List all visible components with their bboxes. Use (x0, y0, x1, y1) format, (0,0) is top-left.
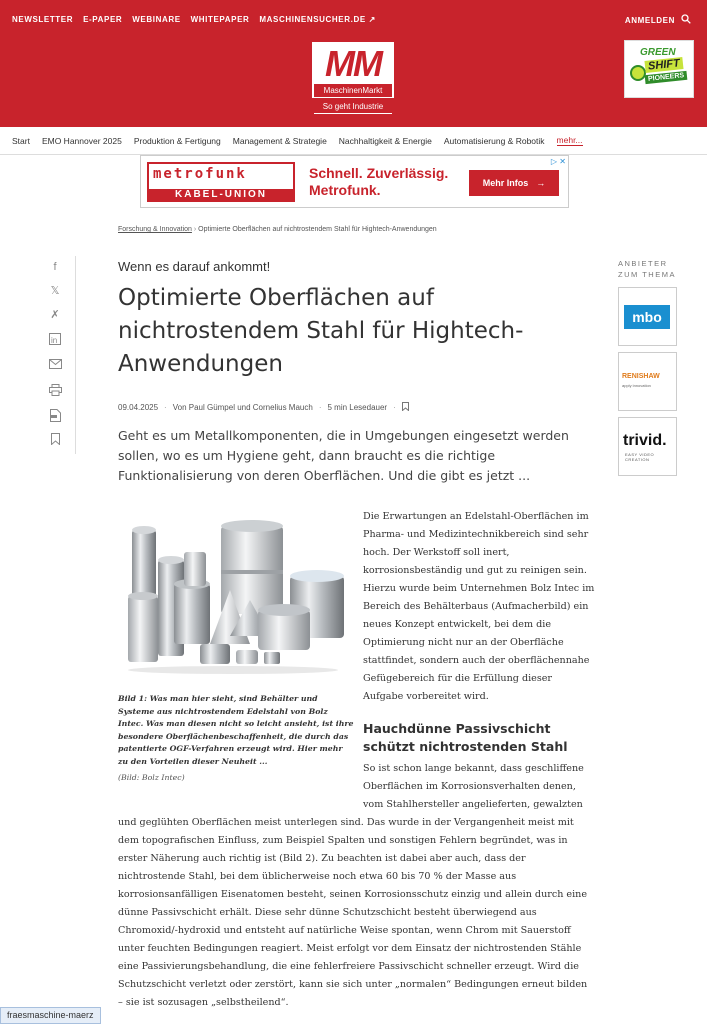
article-image[interactable] (118, 512, 350, 682)
green-shift-badge[interactable] (624, 40, 694, 98)
cat-nachhaltigkeit[interactable]: Nachhaltigkeit & Energie (338, 135, 432, 146)
ad-slogan (309, 165, 448, 199)
xing-icon[interactable]: ✗ (50, 309, 60, 321)
search-icon[interactable] (681, 14, 691, 26)
article-kicker: Wenn es darauf ankommt! (118, 259, 271, 274)
breadcrumb (118, 226, 437, 233)
article-paragraph-1: Die Erwartungen an Edelstahl-Oberflächen im Pharma- und Medizintechnikbereich sind sehr hoch. Der Werkstoff soll inert, korrosionsbeständig und gut zu reinigen sein. Hierzu wurde beim Unternehmen Bolz Intec im Bereich des Behälterbaus (Aufmacherbild) ein neues Konzept entwickelt, bei dem die Optimierung nicht nur an der Oberfläche stattfindet, sondern auch der oberflächennahe Gefügebereich für die Erfüllung dieser Aufgabe vorbereitet wird. (363, 511, 595, 702)
breadcrumb-current: Optimierte Oberflächen auf nichtrostendem Stahl für Hightech-Anwendungen (198, 226, 437, 233)
breadcrumb-separator: › (193, 226, 199, 233)
ad-logo (147, 162, 295, 202)
nav-newsletter[interactable]: NEWSLETTER (12, 15, 74, 24)
nav-whitepaper[interactable]: WHITEPAPER (190, 15, 250, 24)
site-logo[interactable] (312, 42, 394, 98)
article-subhead: Hauchdünne Passivschicht schützt nichtrostenden Stahl (363, 721, 568, 754)
cat-start[interactable]: Start (12, 135, 30, 146)
cat-produktion[interactable]: Produktion & Fertigung (133, 135, 221, 146)
ad-banner[interactable] (140, 155, 569, 208)
article-paragraph-2-start: So ist schon lange bekannt, dass geschliffene Oberflächen im Korrosionsverhalten denen, vom Stahlhersteller angelieferten, gewalzten (363, 763, 584, 810)
logo-name: MaschinenMarkt (314, 84, 392, 97)
ad-brand-top: metrofunk (153, 166, 247, 182)
share-sidebar (40, 256, 76, 454)
nav-epaper[interactable]: E-PAPER (83, 15, 123, 24)
ad-brand-bottom: KABEL-UNION (149, 189, 293, 200)
green-shift-line1: GREEN (640, 47, 676, 58)
cat-emo[interactable]: EMO Hannover 2025 (41, 135, 122, 146)
provider-mbo[interactable] (618, 287, 677, 346)
article-read-time: 5 min Lesedauer (327, 403, 388, 412)
login-area (625, 14, 691, 26)
ad-cta-button[interactable] (469, 170, 559, 196)
trivid-tagline: EASY VIDEO CREATION (625, 452, 655, 462)
provider-trivid[interactable] (618, 417, 677, 476)
breadcrumb-parent[interactable]: Forschung & Innovation (118, 226, 192, 233)
image-credit: (Bild: Bolz Intec) (118, 773, 185, 782)
article-lead: Geht es um Metallkomponenten, die in Umgebungen eingesetzt werden sollen, wo es um Hygiene geht, dann braucht es die richtige Funktionalisierung von deren Oberflächen. Und die gibt es jetzt ... (118, 428, 569, 483)
print-icon[interactable] (48, 384, 62, 398)
green-shift-line3: PIONEERS (645, 71, 688, 84)
external-link-icon: ↗ (368, 15, 376, 24)
logo-letters: MM (325, 43, 381, 84)
trivid-logo: trivid. (623, 432, 667, 449)
ad-slogan-1: Schnell. Zuverlässig. (309, 165, 449, 181)
logo-tagline: So geht Industrie (314, 102, 392, 114)
meta-separator: · (393, 403, 396, 412)
facebook-icon[interactable]: f (53, 261, 57, 273)
ad-cta-label: Mehr Infos (482, 178, 529, 188)
svg-text:in: in (51, 336, 58, 345)
pdf-icon[interactable] (48, 409, 62, 423)
cat-management[interactable]: Management & Strategie (232, 135, 327, 146)
green-shift-line2: SHIFT (644, 57, 683, 73)
meta-separator: · (164, 403, 167, 412)
nav-webinare[interactable]: WEBINARE (132, 15, 181, 24)
article-title: Optimierte Oberflächen auf nichtrostendem Stahl für Hightech-Anwendungen (118, 285, 524, 377)
arrow-right-icon: → (536, 178, 546, 188)
article-authors[interactable]: Von Paul Gümpel und Cornelius Mauch (172, 403, 313, 412)
article-date: 09.04.2025 (118, 403, 159, 412)
article-meta (118, 402, 409, 413)
image-caption: Bild 1: Was man hier sieht, sind Behälter und Systeme aus nichtrostendem Edelstahl von Bolz Intec. Was man diesen nicht so leicht ansieht, ist ihre besondere Oberflächenbeschaffenheit, die durch das patentierte OGF-Verfahren erzeugt wird. Hier mehr zu den Vorteilen dieser Neuheit ... (118, 694, 354, 766)
top-nav (12, 15, 376, 24)
article-paragraph-2-rest: und geglühten Oberflächen meist unterlegen sind. Das wurde in der Vergangenheit meist mit dem topografischen Einfluss, zum Beispiel Spalten und sonstigen Fehlern begründet, was in erster Näherung auch richtig ist (Bild 2). Zu beachten ist dabei aber auch, dass der nichtrostende Stahl, bei dem üblicherweise noch etwa 60 bis 70 % der Masse aus korrosionsanfälligen Eisenatomen besteht, seinen Korrosionsschutz einzig und allein durch eine dünne Passivschicht erhält. Diese sehr dünne Schutzschicht besteht überwiegend aus Chromoxid/-hydroxid und entsteht auf natürliche Weise spontan, wenn Chrom mit Sauerstoff unter feuchten Bedingungen reagiert. Meist erfolgt vor dem Einsatz der nichtrostenden Stähle eine Passivierungsbehandlung, die eine fehlerfreiere Passivschicht schneller erzeugt. Wird die Schutzschicht verletzt oder zerstört, kann sie sich unter „normalen“ Bedingungen erneut bilden – sie ist sozusagen „selbstheilend“. (118, 817, 588, 1008)
providers-title: ANBIETER ZUM THEMA (618, 259, 676, 279)
provider-renishaw[interactable] (618, 352, 677, 411)
bookmark-icon[interactable] (402, 402, 409, 413)
mail-icon[interactable] (48, 359, 62, 373)
category-nav (0, 127, 707, 155)
renishaw-tagline: apply innovation (622, 383, 651, 388)
login-link[interactable]: ANMELDEN (624, 15, 675, 25)
cat-automatisierung[interactable]: Automatisierung & Robotik (443, 135, 545, 146)
ad-slogan-2: Metrofunk. (309, 182, 381, 198)
nav-maschinensucher[interactable]: MASCHINENSUCHER.DE ↗ (259, 15, 376, 24)
mbo-logo: mbo (624, 305, 670, 329)
link-status-bar: fraesmaschine-maerz (0, 1007, 101, 1024)
renishaw-logo: RENISHAW (622, 373, 660, 380)
site-header (0, 0, 707, 127)
cat-more[interactable]: mehr... (556, 135, 583, 145)
linkedin-icon[interactable] (48, 333, 62, 347)
ad-info-icon[interactable]: ▷ ✕ (550, 157, 566, 166)
leaf-icon (630, 65, 646, 81)
x-icon[interactable]: 𝕏 (50, 285, 60, 297)
meta-separator: · (318, 403, 322, 412)
bookmark-icon[interactable] (48, 433, 62, 447)
